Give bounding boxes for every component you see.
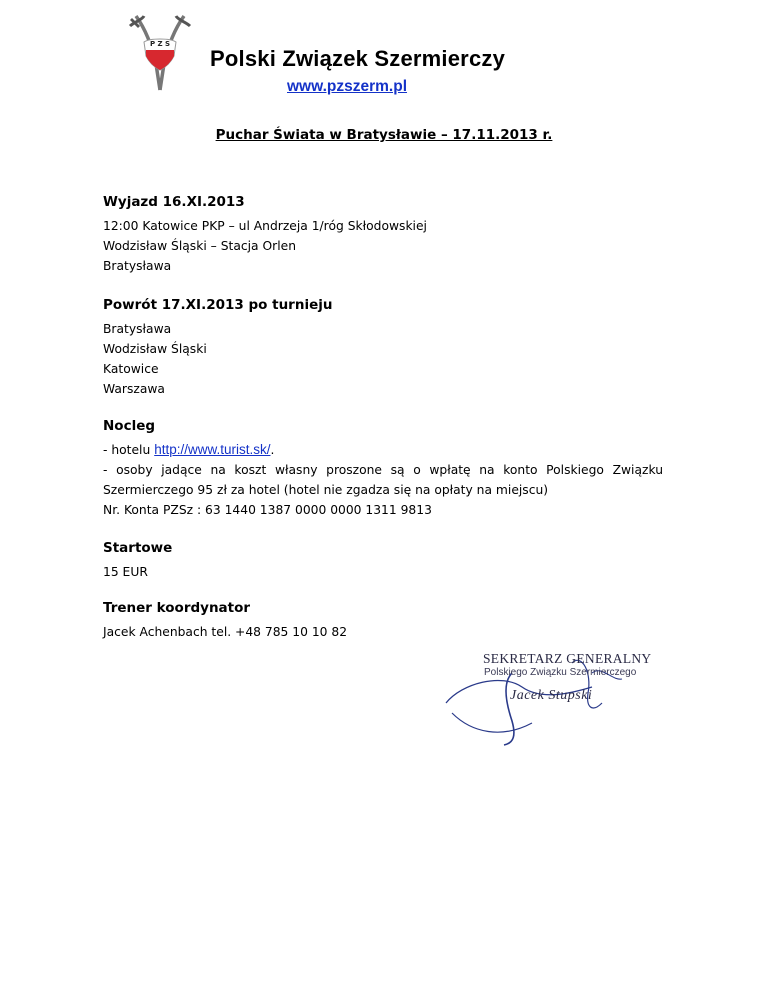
departure-line: Wodzisław Śląski – Stacja Orlen (103, 239, 297, 253)
stamp-name: Jacek Stupski (510, 688, 593, 703)
hotel-prefix: - hotelu (103, 443, 151, 457)
stamp-org: Polskiego Związku Szermierczego (484, 667, 637, 678)
hotel-link[interactable]: http://www.turist.sk/ (154, 442, 271, 457)
departure-section (103, 194, 663, 276)
page-title: Puchar Świata w Bratysławie – 17.11.2013 r. (215, 127, 553, 143)
stamp-title: SEKRETARZ GENERALNY (483, 651, 652, 666)
lodging-heading: Nocleg (103, 418, 156, 434)
return-line: Wodzisław Śląski (103, 342, 207, 356)
payment-line-2: Szermierczego 95 zł za hotel (hotel nie zgadza się na opłaty na miejscu) (103, 483, 549, 497)
entry-fee-value: 15 EUR (103, 565, 148, 579)
hotel-suffix: . (270, 443, 275, 457)
org-name: Polski Związek Szermierczy (210, 46, 506, 71)
return-heading: Powrót 17.XI.2013 po turnieju (103, 297, 333, 313)
departure-heading: Wyjazd 16.XI.2013 (103, 194, 245, 210)
coach-contact: Jacek Achenbach tel. +48 785 10 10 82 (103, 625, 348, 639)
coach-heading: Trener koordynator (103, 600, 251, 616)
hotel-line (103, 440, 663, 460)
return-line: Warszawa (103, 382, 165, 396)
entry-fee-section (103, 540, 663, 582)
logo-text: P Z S (149, 40, 171, 48)
org-url-link[interactable]: www.pzszerm.pl (287, 78, 408, 95)
fencing-swords-icon (126, 12, 194, 94)
lodging-section (103, 418, 663, 520)
return-section (103, 297, 663, 399)
departure-line: Bratysława (103, 259, 172, 273)
entry-fee-heading: Startowe (103, 540, 173, 556)
return-line: Bratysława (103, 322, 172, 336)
payment-line-1: - osoby jadące na koszt własny proszone są o wpłatę na konto Polskiego Związku (103, 463, 663, 477)
account-number: Nr. Konta PZSz : 63 1440 1387 0000 0000 1311 9813 (103, 503, 432, 517)
coach-section (103, 600, 663, 642)
signature-stamp (442, 643, 650, 747)
return-line: Katowice (103, 362, 159, 376)
departure-line: 12:00 Katowice PKP – ul Andrzeja 1/róg Skłodowskiej (103, 219, 427, 233)
pzsz-logo (126, 12, 194, 94)
